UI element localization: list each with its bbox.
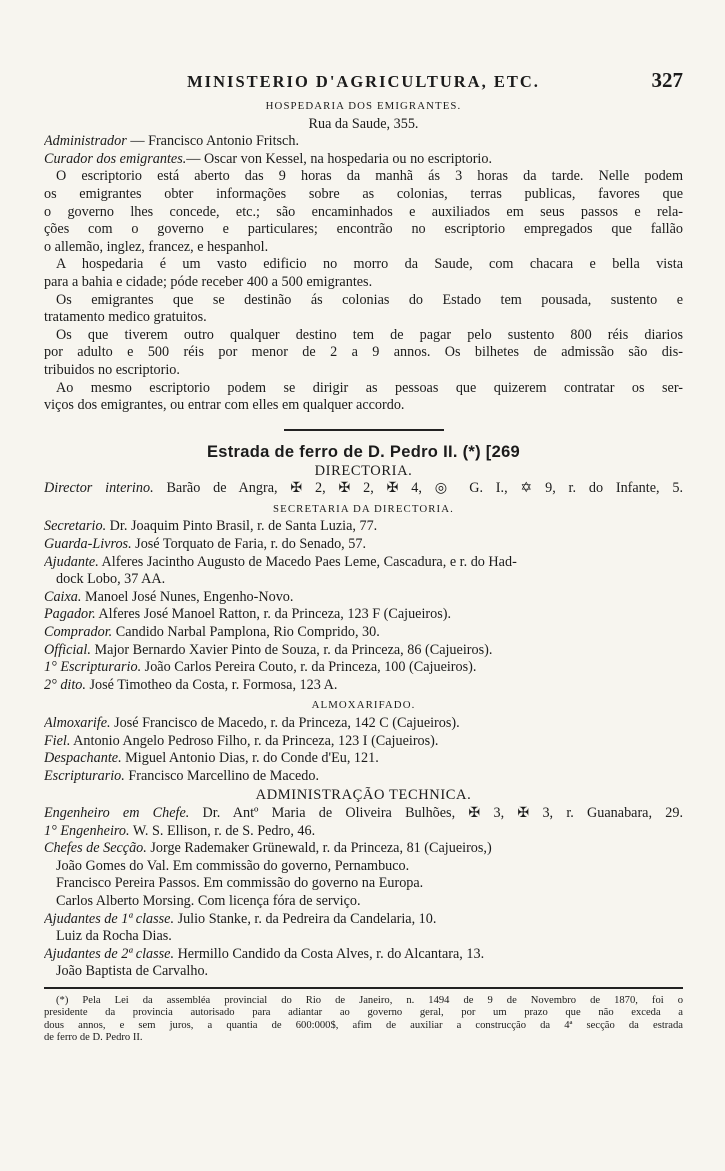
almoxarifado-heading: ALMOXARIFADO. [311, 699, 416, 712]
list-item [44, 733, 683, 751]
entry-text: Jorge Rademaker Grünewald, r. da Princeza, 81 (Cajueiros,) [150, 840, 492, 857]
entry-role: Engenheiro em Chefe. [44, 804, 190, 821]
entry-text: Antonio Angelo Pedroso Filho, r. da Princeza, 123 I (Cajueiros). [73, 732, 439, 749]
list-item-continuation: Francisco Pereira Passos. Em commissão do governo na Europa. [56, 875, 424, 892]
para2-line: para a bahia e cidade; póde receber 400 a 500 emigrantes. [44, 273, 373, 290]
list-item [44, 946, 683, 964]
entry-text: Alferes José Manoel Ratton, r. da Princeza, 123 F (Cajueiros). [98, 606, 452, 623]
section-divider [284, 429, 444, 431]
para4-line: por adulto e 500 réis por menor de 2 a 9 annos. Os bilhetes de admissão são dis- [44, 344, 683, 361]
list-item [44, 659, 683, 677]
entry-role: Caixa. [44, 588, 82, 605]
entry-role: Escripturario. [44, 767, 125, 784]
entry-role: Despachante. [44, 750, 122, 767]
para2-line: A hospedaria é um vasto edificio no morro da Saude, com chacara e bella vista [56, 256, 683, 273]
curador-entry [44, 151, 683, 169]
list-item-continuation: dock Lobo, 37 AA. [56, 571, 166, 588]
list-item [44, 589, 683, 607]
entry-text: José Francisco de Macedo, r. da Princeza, 142 C (Cajueiros). [114, 715, 460, 731]
secretaria-heading: SECRETARIA DA DIRECTORIA. [273, 502, 454, 515]
paragraph-escriptorio [44, 168, 683, 256]
entry-role: Secretario. [44, 518, 107, 535]
list-item [44, 911, 683, 929]
list-item [44, 677, 683, 695]
entry-role: Guarda-Livros. [44, 536, 132, 553]
list-item [44, 624, 683, 642]
hospedaria-title: HOSPEDARIA DOS EMIGRANTES. [265, 100, 462, 112]
footnote [44, 995, 683, 1045]
footnote-line: dous annos, e sem juros, a quantia de 600:000$, afim de auxiliar a construcção da 4ª secção da estrada [44, 1019, 683, 1031]
entry-text: Francisco Marcellino de Macedo. [128, 767, 320, 784]
entry-role: 1° Engenheiro. [44, 822, 130, 839]
list-item-continuation: Luiz da Rocha Dias. [56, 928, 172, 945]
list-item [44, 823, 683, 841]
para1-line: O escriptorio está aberto das 9 horas da manhã ás 3 horas da tarde. Nelle podem [56, 168, 683, 185]
list-item [44, 750, 683, 768]
entry-role: 2° dito. [44, 676, 86, 693]
entry-text: W. S. Ellison, r. de S. Pedro, 46. [132, 822, 316, 839]
entry-text: João Carlos Pereira Couto, r. da Princeza, 100 (Cajueiros). [144, 659, 477, 676]
footnote-divider [44, 987, 683, 989]
entry-role: Pagador. [44, 606, 96, 623]
entry-text: José Torquato de Faria, r. do Senado, 57. [135, 536, 367, 553]
list-item-continuation: João Gomes do Val. Em commissão do governo, Pernambuco. [56, 857, 410, 874]
entry-text: Candido Narbal Pamplona, Rio Comprido, 30. [115, 624, 380, 641]
entry-role: Fiel. [44, 732, 71, 749]
entry-role: Ajudantes de 1ª classe. [44, 910, 175, 927]
entry-text: Dr. Joaquim Pinto Brasil, r. de Santa Luzia, 77. [109, 518, 378, 535]
paragraph-sustento [44, 327, 683, 380]
page-number: 327 [651, 68, 683, 92]
list-item-continuation: João Baptista de Carvalho. [56, 963, 209, 980]
entry-text: Dr. Antº Maria de Oliveira Bulhões, ✠ 3, ✠ 3, r. Guanabara, 29. [202, 804, 683, 821]
entry-role: Almoxarife. [44, 715, 111, 731]
entry-text: José Timotheo da Costa, r. Formosa, 123 A. [89, 676, 338, 693]
entry-text: Alferes Jacintho Augusto de Macedo Paes Leme, Cascadura, e r. do Had- [101, 553, 517, 570]
list-item [44, 554, 683, 572]
entry-role: Official. [44, 641, 91, 658]
running-header [44, 66, 683, 94]
entry-role: Ajudante. [44, 553, 99, 570]
entry-role: Comprador. [44, 624, 113, 641]
para4-line: Os que tiverem outro qualquer destino tem de pagar pelo sustento 800 réis diarios [56, 326, 683, 343]
entry-text: Miguel Antonio Dias, r. do Conde d'Eu, 121. [125, 750, 379, 767]
list-item [44, 768, 683, 786]
footnote-line: presidente da provincia autorisado para adiantar ao governo geral, por um prazo que não exceda a [44, 1007, 683, 1019]
administracao-list [44, 805, 683, 981]
para1-line: o allemão, inglez, francez, e hespanhol. [44, 238, 269, 255]
director-role: Director interino. [44, 480, 154, 497]
entry-text: Major Bernardo Xavier Pinto de Souza, r. da Princeza, 86 (Cajueiros). [94, 641, 493, 658]
list-item [44, 642, 683, 660]
administrador-name: — Francisco Antonio Fritsch. [130, 133, 299, 150]
entry-role: 1° Escripturario. [44, 659, 142, 676]
section-title: Estrada de ferro de D. Pedro II. (*) [269 [206, 442, 521, 461]
curador-name: — Oscar von Kessel, na hospedaria ou no escriptorio. [186, 150, 493, 167]
administracao-heading: ADMINISTRAÇÃO TECHNICA. [255, 787, 472, 804]
director-entry [44, 480, 683, 498]
list-item [44, 715, 683, 733]
list-item [44, 805, 683, 823]
almoxarifado-list [44, 715, 683, 785]
director-text: Barão de Angra, ✠ 2, ✠ 2, ✠ 4, ◎ G. I., ✡ 9, r. do Infante, 5. [166, 480, 683, 497]
para1-line: ções com o governo e particulares; encontrão no escriptorio empregados que fallão [44, 221, 683, 238]
paragraph-colonias [44, 292, 683, 327]
entry-role: Ajudantes de 2ª classe. [44, 945, 175, 962]
para4-line: tribuidos no escriptorio. [44, 361, 180, 378]
list-item [44, 840, 683, 858]
administrador-role: Administrador [44, 133, 127, 150]
secretaria-list [44, 518, 683, 694]
directoria-heading: DIRECTORIA. [314, 462, 413, 479]
para1-line: os emigrantes obter informações sobre as colonias, terras publicas, favores que [44, 185, 683, 202]
entry-text: Hermillo Candido da Costa Alves, r. do Alcantara, 13. [177, 945, 485, 962]
paragraph-hospedaria [44, 256, 683, 291]
curador-role: Curador dos emigrantes. [44, 150, 187, 167]
entry-text: Julio Stanke, r. da Pedreira da Candelaria, 10. [177, 910, 437, 927]
paragraph-contratar [44, 380, 683, 415]
entry-role: Chefes de Secção. [44, 840, 147, 857]
para3-line: tratamento medico gratuitos. [44, 309, 207, 326]
header-title: MINISTERIO D'AGRICULTURA, ETC. [187, 72, 540, 91]
para1-line: o governo lhes concede, etc.; são encaminhados e auxiliados em seus passos e rela- [44, 203, 683, 220]
footnote-line: (*) Pela Lei da assembléa provincial do Rio de Janeiro, n. 1494 de 9 de Novembro de 1870, foi o [56, 994, 683, 1006]
para5-line: Ao mesmo escriptorio podem se dirigir as pessoas que quizerem contratar os ser- [56, 379, 683, 396]
list-item [44, 606, 683, 624]
list-item [44, 518, 683, 536]
para3-line: Os emigrantes que se destinão ás colonias do Estado tem pousada, sustento e [56, 291, 683, 308]
para5-line: viços dos emigrantes, ou entrar com elles em qualquer accordo. [44, 397, 405, 414]
list-item-continuation: Carlos Alberto Morsing. Com licença fóra de serviço. [56, 892, 361, 909]
footnote-line: de ferro de D. Pedro II. [44, 1032, 143, 1044]
hospedaria-address: Rua da Saude, 355. [308, 115, 419, 132]
list-item [44, 536, 683, 554]
administrador-entry [44, 133, 683, 151]
entry-text: Manoel José Nunes, Engenho-Novo. [84, 588, 294, 605]
